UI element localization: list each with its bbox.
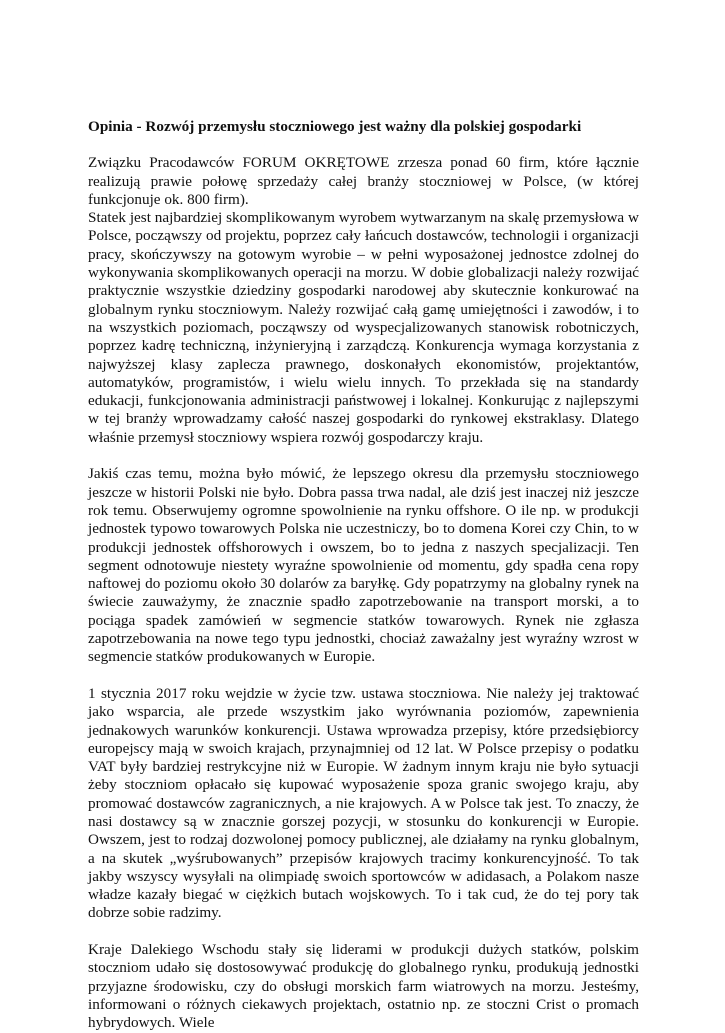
paragraph-ship-complexity: Statek jest najbardziej skomplikowanym wyrobem wytwarzanym na skalę przemysłowa w Polsce, począwszy od projektu, poprzez cały łańcuch dostawców, technologii i organizacji pracy, skończywszy na gotowym wyrobie – w pełni wyposażonej jednostce zdolnej do wykonywania skomplikowanych operacji na morzu. W dobie globalizacji należy rozwijać praktycznie wszystkie dziedziny gospodarki narodowej aby skutecznie konkurować na globalnym rynku stoczniowym. Należy rozwijać całą gamę umiejętności i zawodów, i to na wszystkich poziomach, począwszy od wyspecjalizowanych stanowisk robotniczych, poprzez kadrę techniczną, inżynieryjną i zarządczą. Konkurencja wymaga korzystania z najwyższej klasy zaplecza prawnego, doskonałych ekonomistów, projektantów, automatyków, programistów, i wielu wielu innych. To przekłada się na standardy edukacji, funkcjonowania administracji państwowej i lokalnej. Konkurując z najlepszymi w tej branży wprowadzamy całość naszej gospodarki do rynkowej ekstraklasy. Dlatego właśnie przemysł stoczniowy wspiera rozwój gospodarczy kraju. <box>88 209 639 446</box>
document-page <box>88 118 639 1033</box>
document-title: Opinia - Rozwój przemysłu stoczniowego jest ważny dla polskiej gospodarki <box>88 118 582 135</box>
paragraph-shipbuilding-act: 1 stycznia 2017 roku wejdzie w życie tzw. ustawa stoczniowa. Nie należy jej traktować jako wsparcia, ale przede wszystkim jako wyrównania poziomów, zapewnienia jednakowych warunków konkurencji. Ustawa wprowadza przepisy, które przedsiębiorcy europejscy mają w swoich krajach, przynajmniej od 12 lat. W Polsce przepisy o podatku VAT były bardziej restrykcyjne niż w Europie. W żadnym innym kraju nie było sytuacji żeby stoczniom opłacało się kupować wyposażenie spoza granic swojego kraju, aby promować dostawców zagranicznych, a nie krajowych. A w Polsce tak jest. To znaczy, że nasi dostawcy są w znacznie gorszej pozycji, w stosunku do konkurencji w Europie. Owszem, jest to rodzaj dozwolonej pomocy publicznej, ale działamy na rynku globalnym, a na skutek „wyśrubowanych” przepisów krajowych tracimy konkurencyjność. To tak jakby wszyscy wysyłali na olimpiadę swoich sportowców w adidasach, a Polakom nasze władze kazały biegać w ciężkich butach wojskowych. To i tak cud, że do tej pory tak dobrze sobie radzimy. <box>88 684 639 922</box>
paragraph-far-east: Kraje Dalekiego Wschodu stały się liderami w produkcji dużych statków, polskim stoczniom udało się dostosowywać produkcję do globalnego rynku, produkują jednostki przyjazne środowisku, czy do obsługi morskich farm wiatrowych na morzu. Jesteśmy, informowani o różnych ciekawych projektach, ostatnio np. ze stoczni Crist o promach hybrydowych. Wiele <box>88 941 639 1032</box>
paragraph-offshore-slowdown: Jakiś czas temu, można było mówić, że lepszego okresu dla przemysłu stoczniowego jeszcze w historii Polski nie było. Dobra passa trwa nadal, ale dziś jest inaczej niż jeszcze rok temu. Obserwujemy ogromne spowolnienie na rynku offshore. O ile np. w produkcji jednostek typowo towarowych Polska nie uczestniczy, bo to domena Korei czy Chin, to w produkcji jednostek offshorowych i owszem, bo to jedna z naszych specjalizacji. Ten segment odnotowuje niestety wyraźne spowolnienie od momentu, gdy spadła cena ropy naftowej do poziomu około 30 dolarów za baryłkę. Gdy popatrzymy na globalny rynek na świecie zauważymy, że znacznie spadło zapotrzebowanie na transport morski, a to pociąga spadek zamówień w segmencie statków towarowych. Rynek nie zgłasza zapotrzebowania na nowe tego typu jednostki, chociaż zaważalny jest wyraźny wzrost w segmencie statków produkowanych w Europie. <box>88 465 639 666</box>
paragraph-intro: Związku Pracodawców FORUM OKRĘTOWE zrzesza ponad 60 firm, które łącznie realizują prawie połowę sprzedaży całej branży stoczniowej w Polsce, (w której funkcjonuje ok. 800 firm). <box>88 154 639 208</box>
